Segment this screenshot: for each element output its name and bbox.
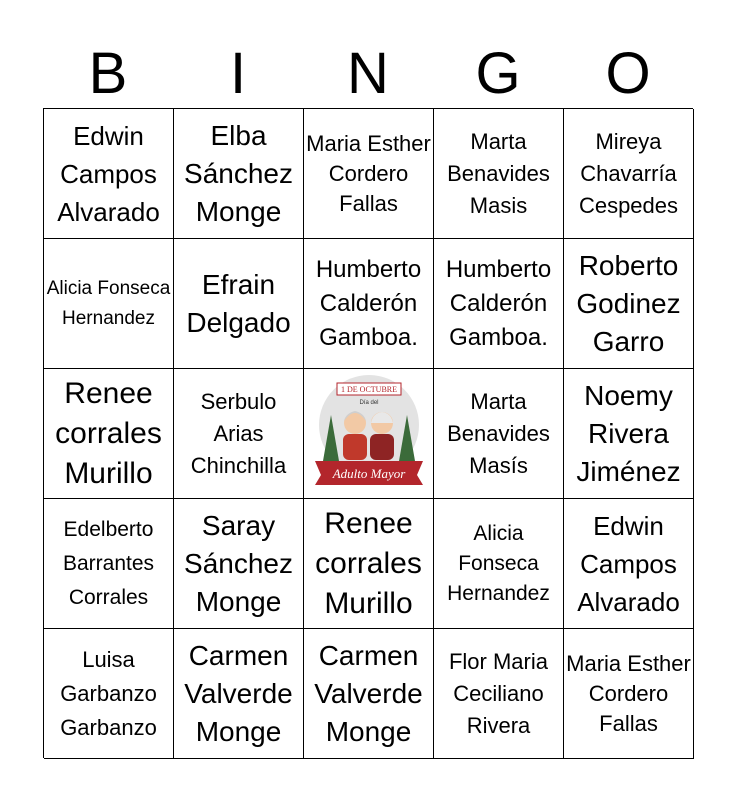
bingo-cell[interactable] (564, 369, 694, 499)
bingo-cell[interactable] (434, 239, 564, 369)
cell-text: Carmen Valverde Monge (184, 639, 293, 747)
cell-text: Saray Sánchez Monge (184, 509, 293, 617)
cell-text: Renee corrales Murillo (315, 506, 422, 620)
cell-text: Serbulo Arias Chinchilla (190, 388, 287, 478)
bingo-cell[interactable] (44, 629, 174, 759)
header-letter-g: G (475, 41, 521, 106)
bingo-cell[interactable] (174, 369, 304, 499)
bingo-cell[interactable] (44, 499, 174, 629)
free-sub-text: Día del (358, 399, 379, 406)
bingo-cell[interactable] (434, 499, 564, 629)
bingo-cell[interactable] (434, 109, 564, 239)
cell-text: Humberto Calderón Gamboa. (315, 255, 422, 351)
cell-text: Alicia Fonseca Hernandez (447, 521, 550, 605)
header-letter-i: I (229, 41, 247, 106)
cell-text: Elba Sánchez Monge (184, 119, 293, 227)
bingo-cell[interactable] (304, 109, 434, 239)
cell-text: Edelberto Barrantes Corrales (62, 517, 155, 609)
free-ribbon-text: Adulto Mayor (332, 465, 405, 481)
cell-text: Maria Esther Cordero Fallas (566, 650, 691, 736)
bingo-cell[interactable] (44, 369, 174, 499)
cell-text: Marta Benavides Masis (447, 128, 550, 218)
bingo-cell[interactable] (434, 629, 564, 759)
bingo-cell[interactable] (304, 239, 434, 369)
bingo-header (43, 40, 693, 108)
free-space[interactable] (304, 369, 434, 499)
free-banner-text: 1 DE OCTUBRE (340, 384, 397, 394)
cell-text: Roberto Godinez Garro (576, 249, 681, 357)
bingo-cell[interactable] (174, 629, 304, 759)
bingo-cell[interactable] (564, 629, 694, 759)
header-letter-o: O (605, 41, 651, 106)
cell-text: Maria Esther Cordero Fallas (306, 130, 431, 216)
cell-text: Edwin Campos Alvarado (57, 120, 160, 227)
bingo-cell[interactable] (44, 109, 174, 239)
cell-text: Humberto Calderón Gamboa. (445, 255, 552, 351)
bingo-cell[interactable] (304, 629, 434, 759)
cell-text: Marta Benavides Masís (447, 388, 550, 478)
bingo-cell[interactable] (174, 239, 304, 369)
bingo-grid (43, 108, 693, 758)
bingo-cell[interactable] (44, 239, 174, 369)
cell-text: Edwin Campos Alvarado (577, 510, 680, 617)
bingo-cell[interactable] (304, 499, 434, 629)
header-letter-n: N (347, 41, 389, 106)
bingo-cell[interactable] (564, 109, 694, 239)
cell-text: Luisa Garbanzo Garbanzo (60, 646, 157, 740)
bingo-cell[interactable] (434, 369, 564, 499)
bingo-cell[interactable] (174, 109, 304, 239)
bingo-cell[interactable] (174, 499, 304, 629)
cell-text: Efrain Delgado (186, 268, 291, 338)
cell-text: Noemy Rivera Jiménez (576, 379, 681, 487)
cell-text: Flor Maria Ceciliano Rivera (448, 648, 548, 738)
bingo-cell[interactable] (564, 239, 694, 369)
header-letter-b: B (88, 41, 128, 106)
cell-text: Renee corrales Murillo (55, 376, 162, 490)
cell-text: Alicia Fonseca Hernandez (46, 277, 171, 329)
cell-text: Mireya Chavarría Cespedes (578, 128, 679, 218)
adulto-mayor-illustration (309, 371, 429, 497)
bingo-cell[interactable] (564, 499, 694, 629)
cell-text: Carmen Valverde Monge (314, 639, 423, 747)
